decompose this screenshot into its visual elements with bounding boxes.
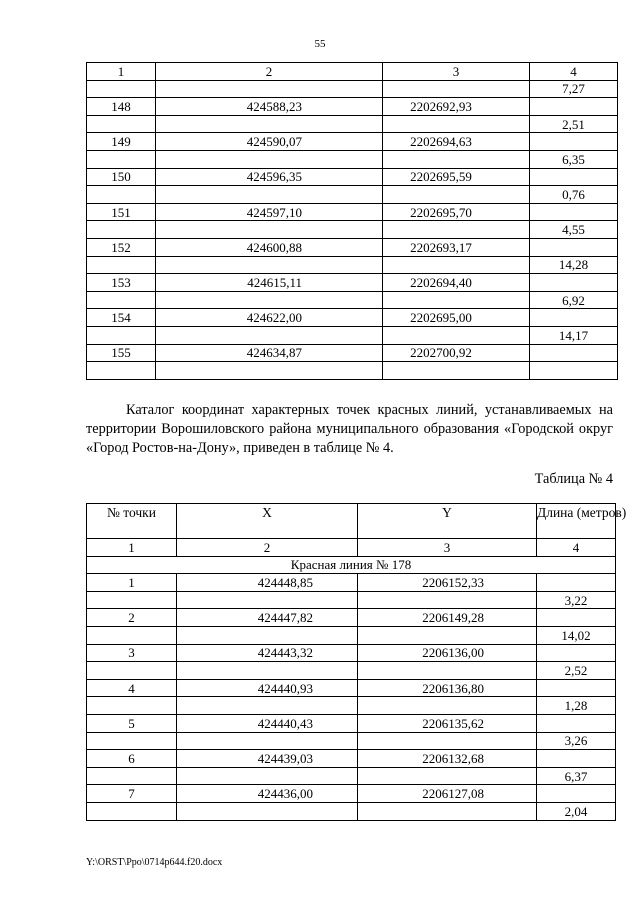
y-coordinate-cell (383, 291, 530, 309)
point-number-cell: 7 (87, 785, 177, 803)
table-row (87, 203, 618, 221)
table-row (87, 115, 618, 133)
point-number-cell: 151 (87, 203, 156, 221)
length-cell (530, 238, 618, 256)
x-coordinate-cell (177, 767, 358, 785)
x-coordinate-cell (177, 732, 358, 750)
x-coordinate-cell: 424596,35 (156, 168, 383, 186)
column-number: 2 (156, 63, 383, 81)
length-cell (530, 168, 618, 186)
table-header-row (87, 504, 616, 539)
table-row (87, 309, 618, 327)
y-coordinate-cell (383, 115, 530, 133)
point-number-cell: 152 (87, 238, 156, 256)
x-coordinate-cell: 424590,07 (156, 133, 383, 151)
length-cell: 14,02 (537, 626, 616, 644)
header-length: Длина (метров) (537, 504, 616, 539)
length-cell (537, 644, 616, 662)
table-header-row (87, 63, 618, 81)
y-coordinate-cell (358, 591, 537, 609)
y-coordinate-cell: 2206127,08 (358, 785, 537, 803)
y-coordinate-cell: 2206152,33 (358, 574, 537, 592)
point-number-cell (87, 115, 156, 133)
length-cell: 3,22 (537, 591, 616, 609)
point-number-cell (87, 186, 156, 204)
x-coordinate-cell (156, 291, 383, 309)
x-coordinate-cell (177, 662, 358, 680)
y-coordinate-cell: 2206149,28 (358, 609, 537, 627)
y-coordinate-cell (383, 80, 530, 98)
length-cell: 3,26 (537, 732, 616, 750)
length-cell: 4,55 (530, 221, 618, 239)
x-coordinate-cell: 424588,23 (156, 98, 383, 116)
table-row (87, 626, 616, 644)
table-row (87, 326, 618, 344)
y-coordinate-cell: 2202692,93 (383, 98, 530, 116)
length-cell: 1,28 (537, 697, 616, 715)
y-coordinate-cell: 2202700,92 (383, 344, 530, 362)
red-line-coordinates-table (86, 503, 627, 821)
table-row (87, 767, 616, 785)
y-coordinate-cell (358, 767, 537, 785)
point-number-cell: 4 (87, 679, 177, 697)
point-number-cell: 148 (87, 98, 156, 116)
table-row (87, 238, 618, 256)
x-coordinate-cell: 424440,93 (177, 679, 358, 697)
x-coordinate-cell: 424436,00 (177, 785, 358, 803)
point-number-cell: 153 (87, 274, 156, 292)
x-coordinate-cell (156, 256, 383, 274)
table-caption: Таблица № 4 (534, 471, 613, 487)
page-number: 55 (314, 38, 326, 50)
table-row (87, 186, 618, 204)
length-cell: 2,04 (537, 802, 616, 820)
point-number-cell (87, 291, 156, 309)
y-coordinate-cell: 2206132,68 (358, 750, 537, 768)
table-row (87, 150, 618, 168)
table-row (87, 697, 616, 715)
table-row (87, 274, 618, 292)
y-coordinate-cell (358, 662, 537, 680)
column-number: 2 (177, 539, 358, 557)
y-coordinate-cell: 2202693,17 (383, 238, 530, 256)
point-number-cell: 1 (87, 574, 177, 592)
y-coordinate-cell (383, 362, 530, 380)
table-row (87, 785, 616, 803)
length-cell (537, 609, 616, 627)
x-coordinate-cell (156, 80, 383, 98)
x-coordinate-cell: 424600,88 (156, 238, 383, 256)
x-coordinate-cell: 424439,03 (177, 750, 358, 768)
point-number-cell: 150 (87, 168, 156, 186)
x-coordinate-cell: 424448,85 (177, 574, 358, 592)
table-row (87, 732, 616, 750)
point-number-cell (87, 626, 177, 644)
length-cell: 14,28 (530, 256, 618, 274)
x-coordinate-cell (177, 697, 358, 715)
table-row (87, 80, 618, 98)
table-row (87, 591, 616, 609)
table-row (87, 750, 616, 768)
section-row (87, 556, 616, 574)
y-coordinate-cell: 2206136,00 (358, 644, 537, 662)
x-coordinate-cell (156, 186, 383, 204)
point-number-cell (87, 767, 177, 785)
length-cell: 2,52 (537, 662, 616, 680)
point-number-cell (87, 150, 156, 168)
table-row (87, 362, 618, 380)
y-coordinate-cell: 2202695,00 (383, 309, 530, 327)
length-cell (530, 203, 618, 221)
length-cell: 2,51 (530, 115, 618, 133)
x-coordinate-cell (177, 626, 358, 644)
table-row (87, 291, 618, 309)
y-coordinate-cell (383, 256, 530, 274)
x-coordinate-cell: 424622,00 (156, 309, 383, 327)
x-coordinate-cell: 424634,87 (156, 344, 383, 362)
y-coordinate-cell (358, 802, 537, 820)
length-cell (530, 274, 618, 292)
column-number: 4 (530, 63, 618, 81)
table-row (87, 133, 618, 151)
length-cell (530, 309, 618, 327)
x-coordinate-cell (177, 802, 358, 820)
y-coordinate-cell (383, 221, 530, 239)
table-row (87, 802, 616, 820)
column-number: 1 (87, 63, 156, 81)
table-row (87, 714, 616, 732)
x-coordinate-cell: 424615,11 (156, 274, 383, 292)
point-number-cell (87, 256, 156, 274)
point-number-cell: 154 (87, 309, 156, 327)
length-cell (537, 785, 616, 803)
x-coordinate-cell (156, 150, 383, 168)
table-row (87, 168, 618, 186)
header-x: X (177, 504, 358, 539)
length-cell (537, 679, 616, 697)
length-cell (530, 133, 618, 151)
point-number-cell (87, 662, 177, 680)
table-row (87, 221, 618, 239)
y-coordinate-cell (358, 626, 537, 644)
point-number-cell: 3 (87, 644, 177, 662)
length-cell (537, 714, 616, 732)
y-coordinate-cell (383, 326, 530, 344)
length-cell (537, 574, 616, 592)
header-y: Y (358, 504, 537, 539)
point-number-cell (87, 732, 177, 750)
y-coordinate-cell: 2202695,59 (383, 168, 530, 186)
x-coordinate-cell (156, 221, 383, 239)
length-cell (530, 98, 618, 116)
length-cell: 0,76 (530, 186, 618, 204)
x-coordinate-cell (156, 326, 383, 344)
x-coordinate-cell (156, 115, 383, 133)
y-coordinate-cell: 2202695,70 (383, 203, 530, 221)
catalog-description: Каталог координат характерных точек красных линий, устанавливаемых на территории Ворошиловского района муниципального образования «Городской округ «Город Ростов-на-Дону», приведен в таблице № 4. (86, 402, 613, 456)
x-coordinate-cell (177, 591, 358, 609)
y-coordinate-cell (383, 150, 530, 168)
length-cell: 6,35 (530, 150, 618, 168)
coordinates-table-continued (86, 62, 618, 380)
point-number-cell (87, 591, 177, 609)
column-number: 1 (87, 539, 177, 557)
red-line-title: Красная линия № 178 (87, 556, 616, 574)
table-row (87, 98, 618, 116)
point-number-cell: 6 (87, 750, 177, 768)
table-row (87, 344, 618, 362)
length-cell (530, 344, 618, 362)
y-coordinate-cell: 2206136,80 (358, 679, 537, 697)
length-cell: 6,92 (530, 291, 618, 309)
table-row (87, 644, 616, 662)
column-number: 3 (358, 539, 537, 557)
length-cell: 14,17 (530, 326, 618, 344)
length-cell (530, 362, 618, 380)
x-coordinate-cell: 424443,32 (177, 644, 358, 662)
table-row (87, 256, 618, 274)
y-coordinate-cell: 2206135,62 (358, 714, 537, 732)
y-coordinate-cell: 2202694,40 (383, 274, 530, 292)
y-coordinate-cell (358, 697, 537, 715)
table-row (87, 662, 616, 680)
table-row (87, 574, 616, 592)
column-number: 4 (537, 539, 616, 557)
point-number-cell (87, 802, 177, 820)
column-number: 3 (383, 63, 530, 81)
length-cell: 7,27 (530, 80, 618, 98)
point-number-cell: 149 (87, 133, 156, 151)
point-number-cell: 2 (87, 609, 177, 627)
point-number-cell (87, 697, 177, 715)
point-number-cell (87, 80, 156, 98)
file-path-footer: Y:\ORST\Ppo\0714p644.f20.docx (86, 857, 223, 868)
y-coordinate-cell (358, 732, 537, 750)
header-point-number: № точки (87, 504, 177, 539)
point-number-cell (87, 362, 156, 380)
x-coordinate-cell (156, 362, 383, 380)
point-number-cell: 5 (87, 714, 177, 732)
y-coordinate-cell: 2202694,63 (383, 133, 530, 151)
x-coordinate-cell: 424440,43 (177, 714, 358, 732)
y-coordinate-cell (383, 186, 530, 204)
point-number-cell (87, 326, 156, 344)
x-coordinate-cell: 424597,10 (156, 203, 383, 221)
table-row (87, 679, 616, 697)
column-numbering-row (87, 539, 616, 557)
point-number-cell (87, 221, 156, 239)
x-coordinate-cell: 424447,82 (177, 609, 358, 627)
point-number-cell: 155 (87, 344, 156, 362)
length-cell (537, 750, 616, 768)
length-cell: 6,37 (537, 767, 616, 785)
table-row (87, 609, 616, 627)
